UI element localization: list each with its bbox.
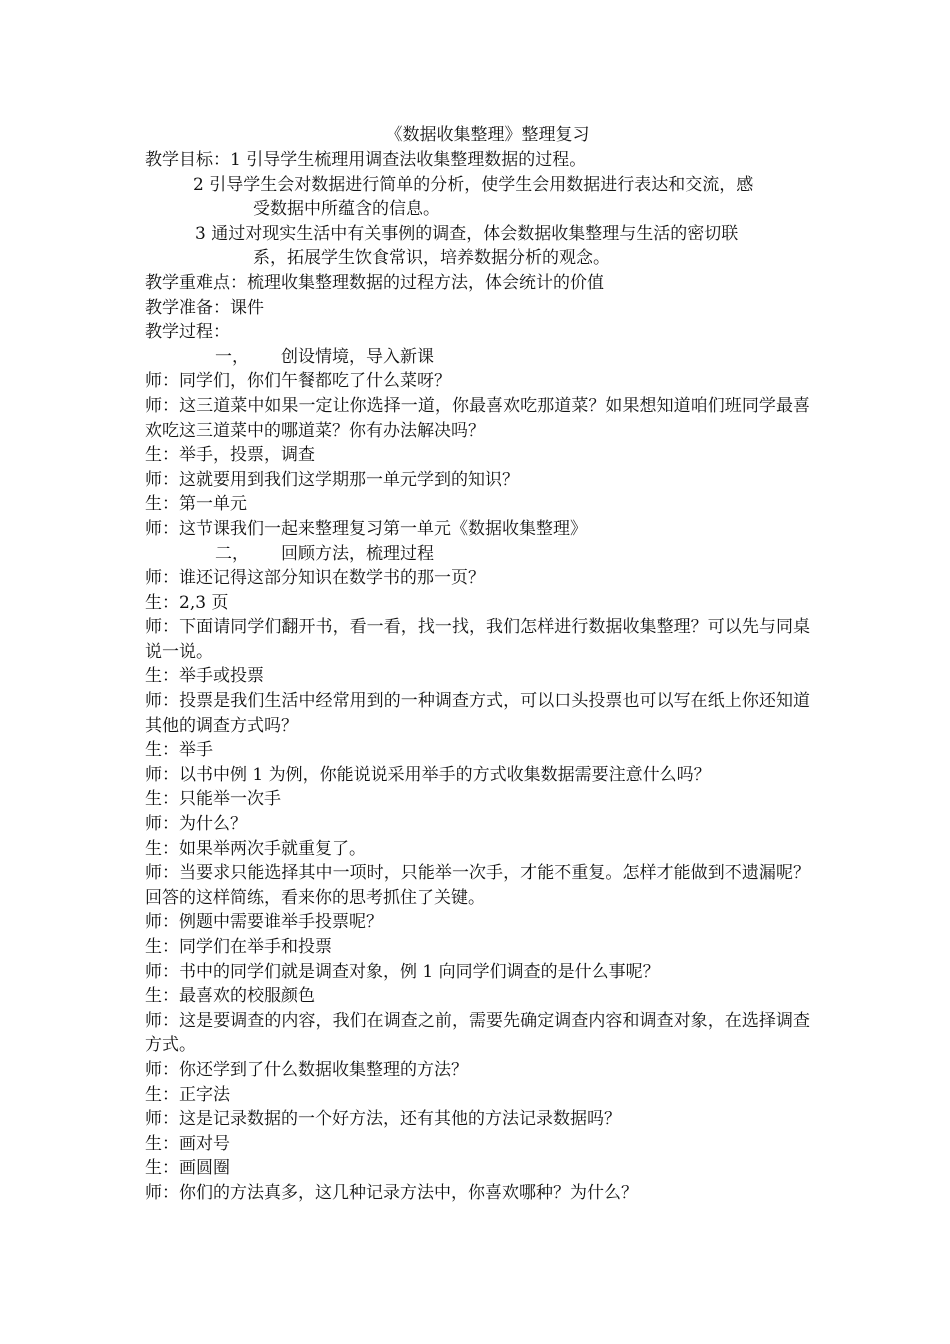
dialogue-line: 师：例题中需要谁举手投票呢？ [145,912,383,933]
dialogue-line: 生：最喜欢的校服颜色 [145,986,315,1007]
objective-3-line-2: 系，拓展学生饮食常识，培养数据分析的观念。 [253,248,610,269]
section-title: 创设情境，导入新课 [281,346,434,367]
dialogue-line: 师：以书中例 1 为例，你能说说采用举手的方式收集数据需要注意什么吗？ [145,764,711,785]
dialogue-line: 师：这是要调查的内容，我们在调查之前，需要先确定调查内容和调查对象，在选择调查方式。 [145,1010,810,1056]
dialogue-line: 师：当要求只能选择其中一项时，只能举一次手，才能不重复。怎样才能做到不遗漏呢？回答的这样简练，看来你的思考抓住了关键。 [145,863,810,908]
dialogue-line: 生：如果举两次手就重复了。 [145,838,366,859]
dialogue-line: 师：书中的同学们就是调查对象，例 1 向同学们调查的是什么事呢？ [145,961,660,982]
dialogue-line: 师：同学们，你们午餐都吃了什么菜呀？ [145,371,451,392]
dialogue-line: 师：你还学到了什么数据收集整理的方法？ [145,1059,468,1080]
objective-2-line-2: 受数据中所蕴含的信息。 [253,199,440,220]
dialogue-line: 师：投票是我们生活中经常用到的一种调查方式，可以口头投票也可以写在纸上你还知道其他的调查方式吗？ [145,691,810,736]
objective-2-line-1: 2 引导学生会对数据进行简单的分析，使学生会用数据进行表达和交流，感 [193,174,754,195]
dialogue-line: 生：同学们在举手和投票 [145,937,332,957]
objective-3-line-1: 3 通过对现实生活中有关事例的调查，体会数据收集整理与生活的密切联 [195,223,739,244]
dialogue-line: 师：这是记录数据的一个好方法，还有其他的方法记录数据吗？ [145,1109,621,1130]
dialogue-line: 师：谁还记得这部分知识在数学书的那一页？ [145,568,485,589]
dialogue-part-2 [145,566,810,1205]
page-title: 《数据收集整理》整理复习 [385,125,590,145]
dialogue-line: 师：这就要用到我们这学期那一单元学到的知识？ [145,469,519,490]
section-number: 二， [215,543,249,564]
dialogue-line: 生：正字法 [145,1084,230,1105]
section-title: 回顾方法，梳理过程 [281,543,434,564]
dialogue-line: 师：为什么？ [145,814,247,835]
objective-2 [145,173,810,222]
dialogue-line: 生：举手或投票 [145,666,264,687]
process-label: 教学过程： [145,322,230,343]
dialogue-line: 师：这三道菜中如果一定让你选择一道，你最喜欢吃那道菜？如果想知道咱们班同学最喜欢吃这三道菜中的哪道菜？你有办法解决吗？ [145,395,810,441]
section-heading-2 [145,542,810,567]
objective-3 [145,222,810,271]
preparation: 教学准备：课件 [145,297,264,318]
dialogue-line: 师：下面请同学们翻开书，看一看，找一找，我们怎样进行数据收集整理？可以先与同桌说一说。 [145,617,810,662]
dialogue-line: 师：你们的方法真多，这几种记录方法中，你喜欢哪种？为什么？ [145,1182,638,1203]
dialogue-part-1 [145,369,810,541]
dialogue-line: 生：举手，投票，调查 [145,445,315,466]
section-heading-1 [145,345,810,370]
dialogue-line: 生：举手 [145,740,213,761]
dialogue-line: 生：2,3 页 [145,592,229,613]
dialogue-line: 师：这节课我们一起来整理复习第一单元《数据收集整理》 [145,518,587,539]
section-number: 一， [215,346,249,367]
objective-1: 教学目标：1 引导学生梳理用调查法收集整理数据的过程。 [145,150,587,170]
dialogue-line: 生：只能举一次手 [145,789,281,810]
key-points: 教学重难点：梳理收集整理数据的过程方法，体会统计的价值 [145,272,604,293]
dialogue-line: 生：画圆圈 [145,1158,230,1179]
dialogue-line: 生：画对号 [145,1133,230,1154]
dialogue-line: 生：第一单元 [145,494,247,515]
